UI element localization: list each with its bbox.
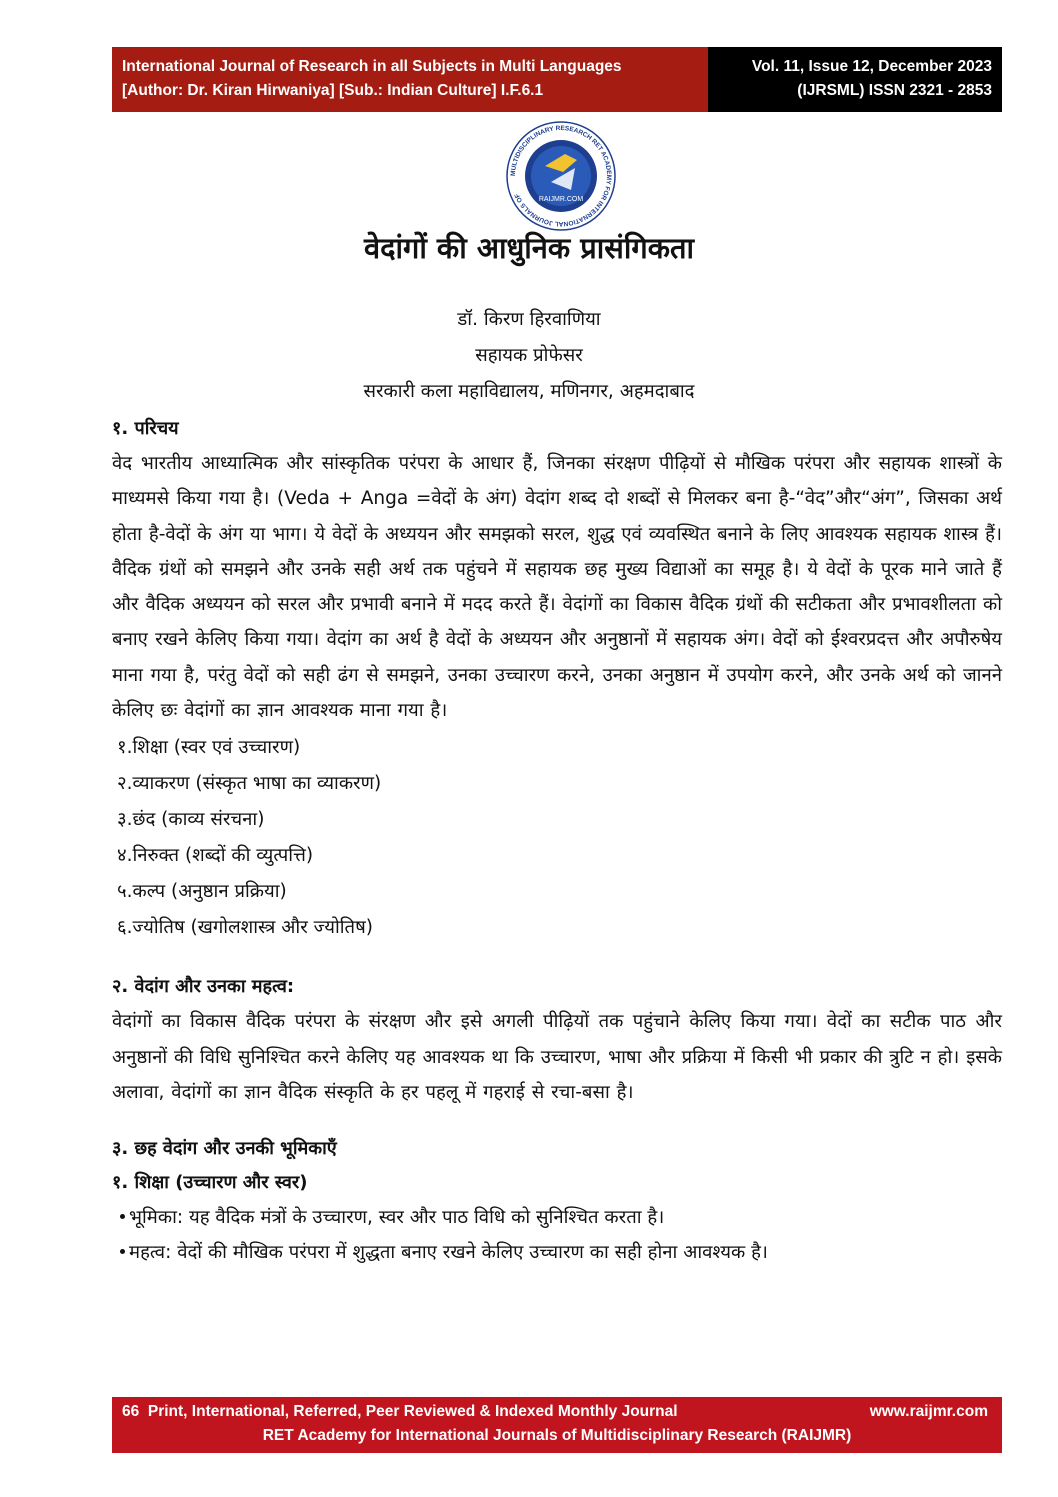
vedanga-list-item: १.शिक्षा (स्वर एवं उच्चारण) [117,737,301,759]
volume-issue: Vol. 11, Issue 12, December 2023 [751,58,992,75]
article-body [112,412,1002,1270]
logo-site-text: RAIJMR.COM [538,196,584,203]
footer-journal-desc: Print, International, Referred, Peer Reviewed & Indexed Monthly Journal [147,1403,678,1420]
footer-line1 [122,1403,678,1421]
bullet-item [112,1235,1002,1270]
bullet-item [112,1200,1002,1235]
journal-footer [112,1397,1002,1453]
section-1-paragraph: वेद भारतीय आध्यात्मिक और सांस्कृतिक परंपरा के आधार हैं, जिनका संरक्षण पीढ़ियों से मौखिक परंपरा और सहायक शास्त्रों के माध्यमसे किया गया है। (Veda + Anga =वेदों के अंग) वेदांग शब्द दो शब्दों से मिलकर बना है-“वेद”और“अंग”, जिसका अर्थ होता है-वेदों के अंग या भाग। ये वेदों के अध्ययन और समझको सरल, शुद्ध एवं व्यवस्थित बनाने के लिए आवश्यक सहायक शास्त्र हैं। वैदिक ग्रंथों को समझने और उनके सही अर्थ तक पहुंचने में सहायक छह मुख्य विद्याओं का समूह है। ये वेदों के पूरक माने जाते हैं और वैदिक अध्ययन को सरल और प्रभावी बनाने में मदद करते हैं। वेदांगों का विकास वैदिक ग्रंथों की सटीकता और प्रभावशीलता को बनाए रखने केलिए किया गया। वेदांग का अर्थ है वेदों के अध्ययन और अनुष्ठानों में सहायक अंग। वेदों को ईश्वरप्रदत्त और अपौरुषेय माना गया है, परंतु वेदों को सही ढंग से समझने, उनका उच्चारण करने, उनका अनुष्ठान में उपयोग करने, और उनके अर्थ को जानने केलिए छः वेदांगों का ज्ञान आवश्यक माना गया है। [112,453,1002,722]
vedanga-list-item: २.व्याकरण (संस्कृत भाषा का व्याकरण) [117,773,382,795]
footer-publisher: RET Academy for International Journals of Multidisciplinary Research (RAIJMR) [262,1427,852,1444]
footer-url[interactable]: www.raijmr.com [869,1403,988,1420]
author-subject-line: [Author: Dr. Kiran Hirwaniya] [Sub.: Indian Culture] I.F.6.1 [122,82,544,99]
article-title: वेदांगों की आधुनिक प्रासंगिकता [363,231,695,265]
bullet-dot [120,1214,125,1219]
journal-name: International Journal of Research in all Subjects in Multi Languages [122,58,622,75]
section-3-heading: ३. छह वेदांग और उनकी भूमिकाएँ [112,1138,337,1160]
author-designation: सहायक प्रोफेसर [475,345,583,366]
section-3-subheading: १. शिक्षा (उच्चारण और स्वर) [112,1172,308,1194]
bullet-dot [120,1249,125,1254]
vedanga-list-item: ६.ज्योतिष (खगोलशास्त्र और ज्योतिष) [117,917,373,939]
vedanga-list-item: ४.निरुक्त (शब्दों की व्युत्पत्ति) [117,845,314,867]
author-institution: सरकारी कला महाविद्यालय, मणिनगर, अहमदाबाद [363,381,695,402]
section-1-heading: १. परिचय [112,418,179,439]
journal-info-block [112,47,708,112]
bullet-text: महत्व: वेदों की मौखिक परंपरा में शुद्धता बनाए रखने केलिए उच्चारण का सही होना आवश्यक है। [129,1242,768,1264]
journal-header [112,47,1002,112]
issue-info-block [708,47,1002,112]
section-2-heading: २. वेदांग और उनका महत्व: [112,976,295,998]
logo-ring-text: MULTIDISCIPLINARY RESEARCH RET ACADEMY FOR INTERNATIONAL JOURNALS OF [509,124,613,228]
raijmr-logo [505,120,617,232]
section-2-paragraph: वेदांगों का विकास वैदिक परंपरा के संरक्षण और इसे अगली पीढ़ियों तक पहुंचाने केलिए किया गया। वेदों का सटीक पाठ और अनुष्ठानों की विधि सुनिश्चित करने केलिए यह आवश्यक था कि उच्चारण, भाषा और प्रक्रिया में किसी भी प्रकार की त्रुटि न हो। इसके अलावा, वेदांगों का ज्ञान वैदिक संस्कृति के हर पहलू में गहराई से रचा-बसा है। [112,1011,1002,1103]
vedanga-list-item: ३.छंद (काव्य संरचना) [117,809,265,831]
vedanga-list-item: ५.कल्प (अनुष्ठान प्रक्रिया) [117,881,287,903]
bullet-text: भूमिका: यह वैदिक मंत्रों के उच्चारण, स्वर और पाठ विधि को सुनिश्चित करता है। [129,1207,665,1229]
issn: (IJRSML) ISSN 2321 - 2853 [797,82,992,99]
author-name: डॉ. किरण हिरवाणिया [457,309,601,330]
page-number: 66 [122,1403,140,1420]
